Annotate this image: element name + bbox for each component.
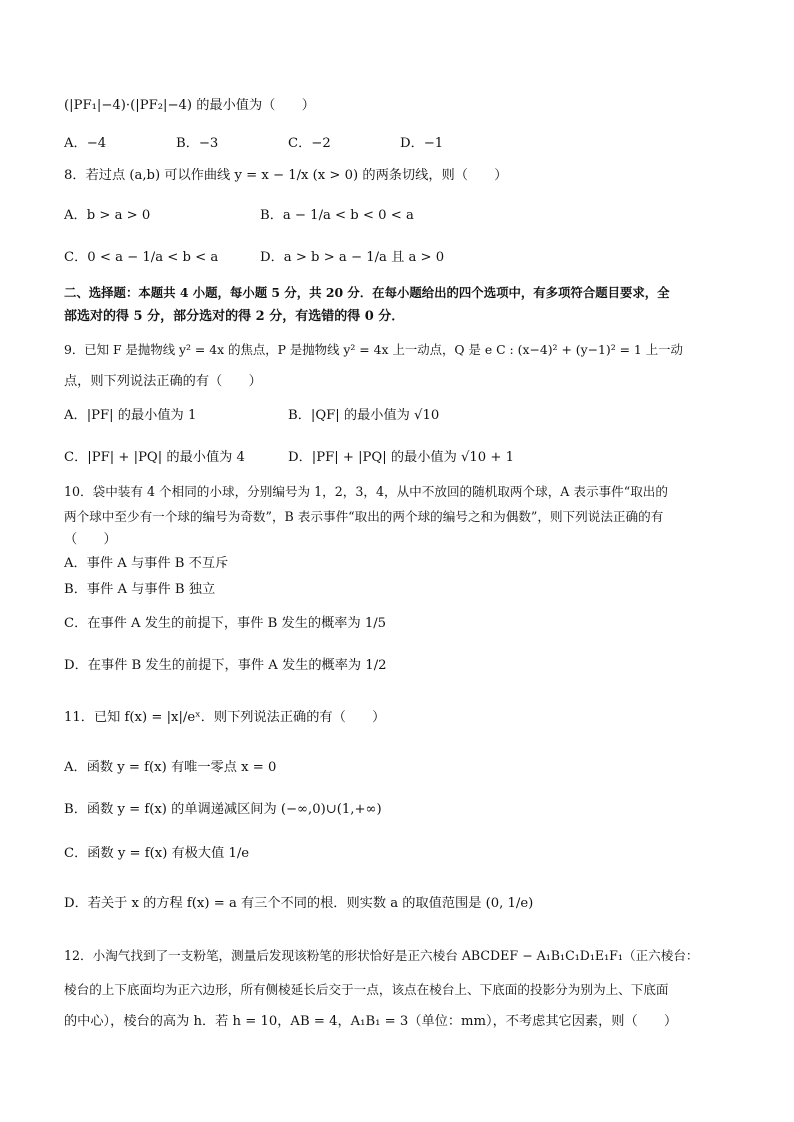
q9-options-cd [64,448,754,468]
q11-option-a: A．函数 y = f(x) 有唯一零点 x = 0 [64,760,277,775]
q12-stem-line3: 的中心），棱台的高为 h．若 h = 10，AB = 4，A₁B₁ = 3（单位：mm），不考虑其它因素，则（ ） [64,1014,678,1029]
q10-stem-line1: 10．袋中装有 4 个相同的小球，分别编号为 1，2，3，4，从中不放回的随机取两个球，A 表示事件“取出的 [64,484,668,499]
q7-stem: (|PF₁|−4)·(|PF₂|−4) 的最小值为（ ） [64,98,315,113]
q8-option-a: A．b > a > 0 [64,208,151,223]
q8-option-b: B．a − 1/a < b < 0 < a [260,208,414,223]
q8-option-d: D．a > b > a − 1/a 且 a > 0 [260,250,445,265]
q12-stem-line1: 12．小淘气找到了一支粉笔，测量后发现该粉笔的形状恰好是正六棱台 ABCDEF − A₁B₁C₁D₁E₁F₁（正六棱台： [64,948,699,963]
q11-option-b: B．函数 y = f(x) 的单调递减区间为 (−∞,0)∪(1,+∞) [64,802,382,817]
q8-options-cd [64,248,754,268]
q12-stem-line2: 棱台的上下底面均为正六边形，所有侧棱延长后交于一点，该点在棱台上、下底面的投影分为别为上、下底面 [64,982,669,997]
q8-options-ab [64,206,754,226]
q10-option-a: A．事件 A 与事件 B 不互斥 [64,556,229,571]
q9-option-b: B．|QF| 的最小值为 √10 [288,408,440,423]
q7-option-a: A．−4 [64,136,107,151]
q9-option-d: D．|PF| + |PQ| 的最小值为 √10 + 1 [288,450,515,465]
q9-option-c: C．|PF| + |PQ| 的最小值为 4 [64,450,245,465]
q7-option-c: C．−2 [288,136,331,151]
q9-stem-line2: 点，则下列说法正确的有（ ） [64,374,262,389]
q7-options [64,134,754,154]
q11-option-c: C．函数 y = f(x) 有极大值 1/e [64,846,250,861]
q8-stem: 8．若过点 (a,b) 可以作曲线 y = x − 1/x (x > 0) 的两条切线，则（ ） [64,168,508,183]
q10-stem-line2: 两个球中至少有一个球的编号为奇数”，B 表示事件“取出的两个球的编号之和为偶数”，则下列说法正确的有 [64,509,664,524]
section-heading-line2: 部选对的得 5 分，部分选对的得 2 分，有选错的得 0 分． [64,309,405,324]
q7-option-d: D．−1 [400,136,444,151]
q9-stem-line1: 9．已知 F 是抛物线 y² = 4x 的焦点，P 是抛物线 y² = 4x 上一动点，Q 是 e C : (x−4)² + (y−1)² = 1 上一动 [64,342,683,357]
q10-option-d: D．在事件 B 发生的前提下，事件 A 发生的概率为 1/2 [64,658,387,673]
q10-stem-line3: （ ） [64,532,117,547]
q9-option-a: A．|PF| 的最小值为 1 [64,408,197,423]
q7-option-b: B．−3 [176,136,219,151]
q11-stem: 11．已知 f(x) = |x|/eˣ．则下列说法正确的有（ ） [64,710,386,725]
q8-option-c: C．0 < a − 1/a < b < a [64,250,219,265]
q10-option-b: B．事件 A 与事件 B 独立 [64,582,216,597]
q11-option-d: D．若关于 x 的方程 f(x) = a 有三个不同的根．则实数 a 的取值范围是 (0, 1/e) [64,896,534,911]
section-heading-line1: 二、选择题：本题共 4 小题，每小题 5 分，共 20 分．在每小题给出的四个选项中，有多项符合题目要求，全 [64,285,670,300]
q10-option-c: C．在事件 A 发生的前提下，事件 B 发生的概率为 1/5 [64,616,387,631]
q9-options-ab [64,406,754,426]
